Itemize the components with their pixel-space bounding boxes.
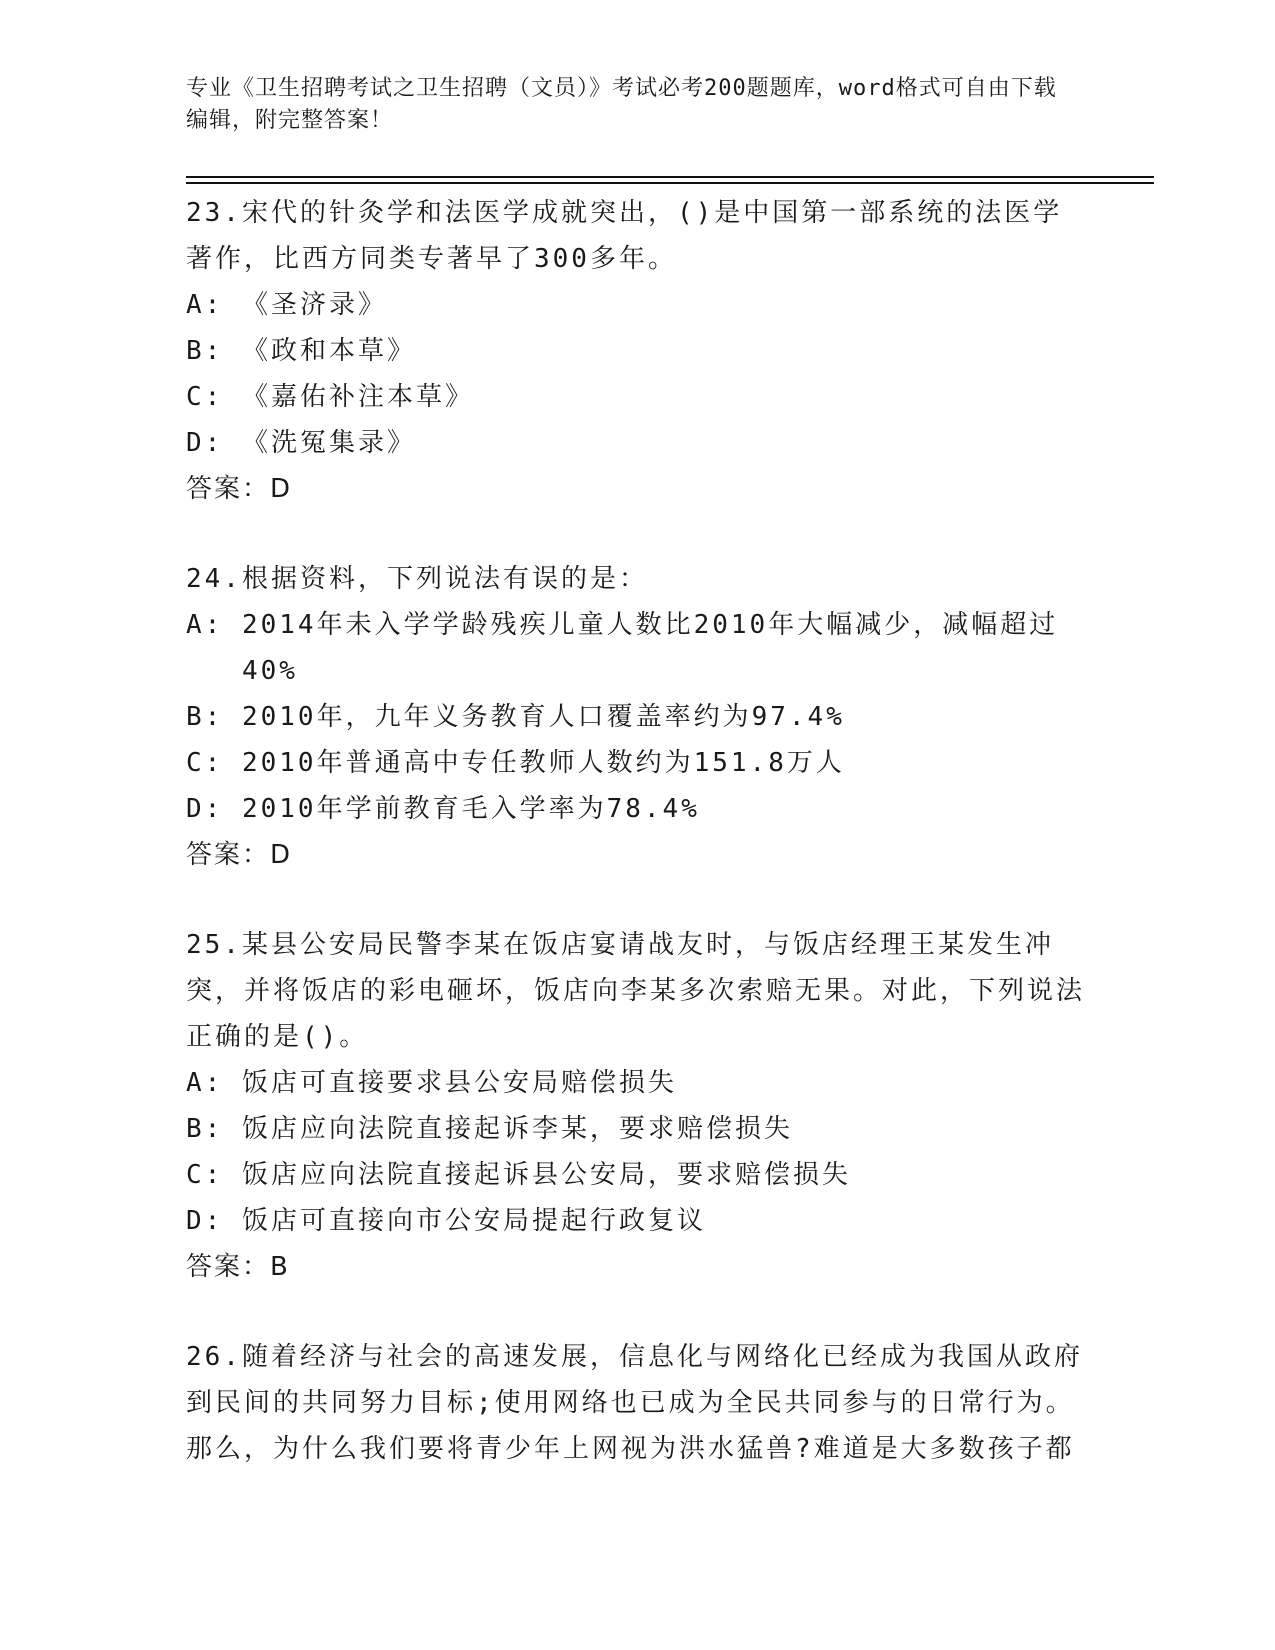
option-text: 2010年普通高中专任教师人数约为151.8万人 bbox=[241, 748, 845, 778]
document-header: 专业《卫生招聘考试之卫生招聘（文员）》考试必考200题题库，word格式可自由下载编辑，附完整答案！ bbox=[186, 76, 1057, 133]
option-text: 饭店应向法院直接起诉李某，要求赔偿损失 bbox=[241, 1114, 793, 1144]
option-letter: D: bbox=[186, 1206, 242, 1236]
option-text: 2010年学前教育毛入学率为78.4% bbox=[241, 794, 700, 824]
question-list bbox=[186, 190, 1086, 1516]
option-letter: D: bbox=[186, 794, 242, 824]
header-divider-bottom bbox=[186, 182, 1154, 184]
question-stem: 26.随着经济与社会的高速发展，信息化与网络化已经成为我国从政府到民间的共同努力目标;使用网络也已成为全民共同参与的日常行为。那么，为什么我们要将青少年上网视为洪水猛兽?难道是大多数孩子都 bbox=[186, 1342, 1083, 1464]
option-letter: B: bbox=[186, 336, 242, 366]
option-a bbox=[186, 602, 1086, 694]
option-b bbox=[186, 1106, 1086, 1152]
option-letter: A: bbox=[186, 610, 242, 640]
answer-line: 答案：D bbox=[186, 840, 293, 870]
option-c bbox=[186, 374, 1086, 420]
option-letter: C: bbox=[186, 382, 242, 412]
option-text: 饭店应向法院直接起诉县公安局，要求赔偿损失 bbox=[241, 1160, 851, 1190]
option-b bbox=[186, 694, 1086, 740]
option-letter: A: bbox=[186, 1068, 242, 1098]
option-d bbox=[186, 1198, 1086, 1244]
option-text: 饭店可直接向市公安局提起行政复议 bbox=[241, 1206, 706, 1236]
option-letter: B: bbox=[186, 702, 242, 732]
option-c bbox=[186, 740, 1086, 786]
question-26 bbox=[186, 1334, 1086, 1472]
option-c bbox=[186, 1152, 1086, 1198]
option-text: 2010年，九年义务教育人口覆盖率约为97.4% bbox=[241, 702, 845, 732]
option-b bbox=[186, 328, 1086, 374]
option-text: 《嘉佑补注本草》 bbox=[241, 382, 474, 412]
option-letter: A: bbox=[186, 290, 242, 320]
option-text: 《圣济录》 bbox=[241, 290, 387, 320]
answer-line: 答案：B bbox=[186, 1252, 290, 1282]
option-letter: D: bbox=[186, 428, 242, 458]
header-divider-top bbox=[186, 176, 1154, 178]
option-d bbox=[186, 420, 1086, 466]
option-a bbox=[186, 282, 1086, 328]
answer-line: 答案：D bbox=[186, 474, 293, 504]
option-letter: C: bbox=[186, 748, 242, 778]
option-letter: C: bbox=[186, 1160, 242, 1190]
question-stem: 25.某县公安局民警李某在饭店宴请战友时，与饭店经理王某发生冲突，并将饭店的彩电砸坏，饭店向李某多次索赔无果。对此，下列说法正确的是()。 bbox=[186, 930, 1086, 1052]
option-text: 2014年未入学学龄残疾儿童人数比2010年大幅减少，减幅超过40% bbox=[241, 610, 1059, 686]
option-text: 《政和本草》 bbox=[241, 336, 416, 366]
option-text: 饭店可直接要求县公安局赔偿损失 bbox=[241, 1068, 677, 1098]
question-23 bbox=[186, 190, 1086, 512]
question-stem: 23.宋代的针灸学和法医学成就突出，()是中国第一部系统的法医学著作，比西方同类专著早了300多年。 bbox=[186, 198, 1063, 274]
option-a bbox=[186, 1060, 1086, 1106]
question-24 bbox=[186, 556, 1086, 878]
option-letter: B: bbox=[186, 1114, 242, 1144]
option-text: 《洗冤集录》 bbox=[241, 428, 416, 458]
option-d bbox=[186, 786, 1086, 832]
question-25 bbox=[186, 922, 1086, 1290]
question-stem: 24.根据资料，下列说法有误的是： bbox=[186, 564, 648, 594]
